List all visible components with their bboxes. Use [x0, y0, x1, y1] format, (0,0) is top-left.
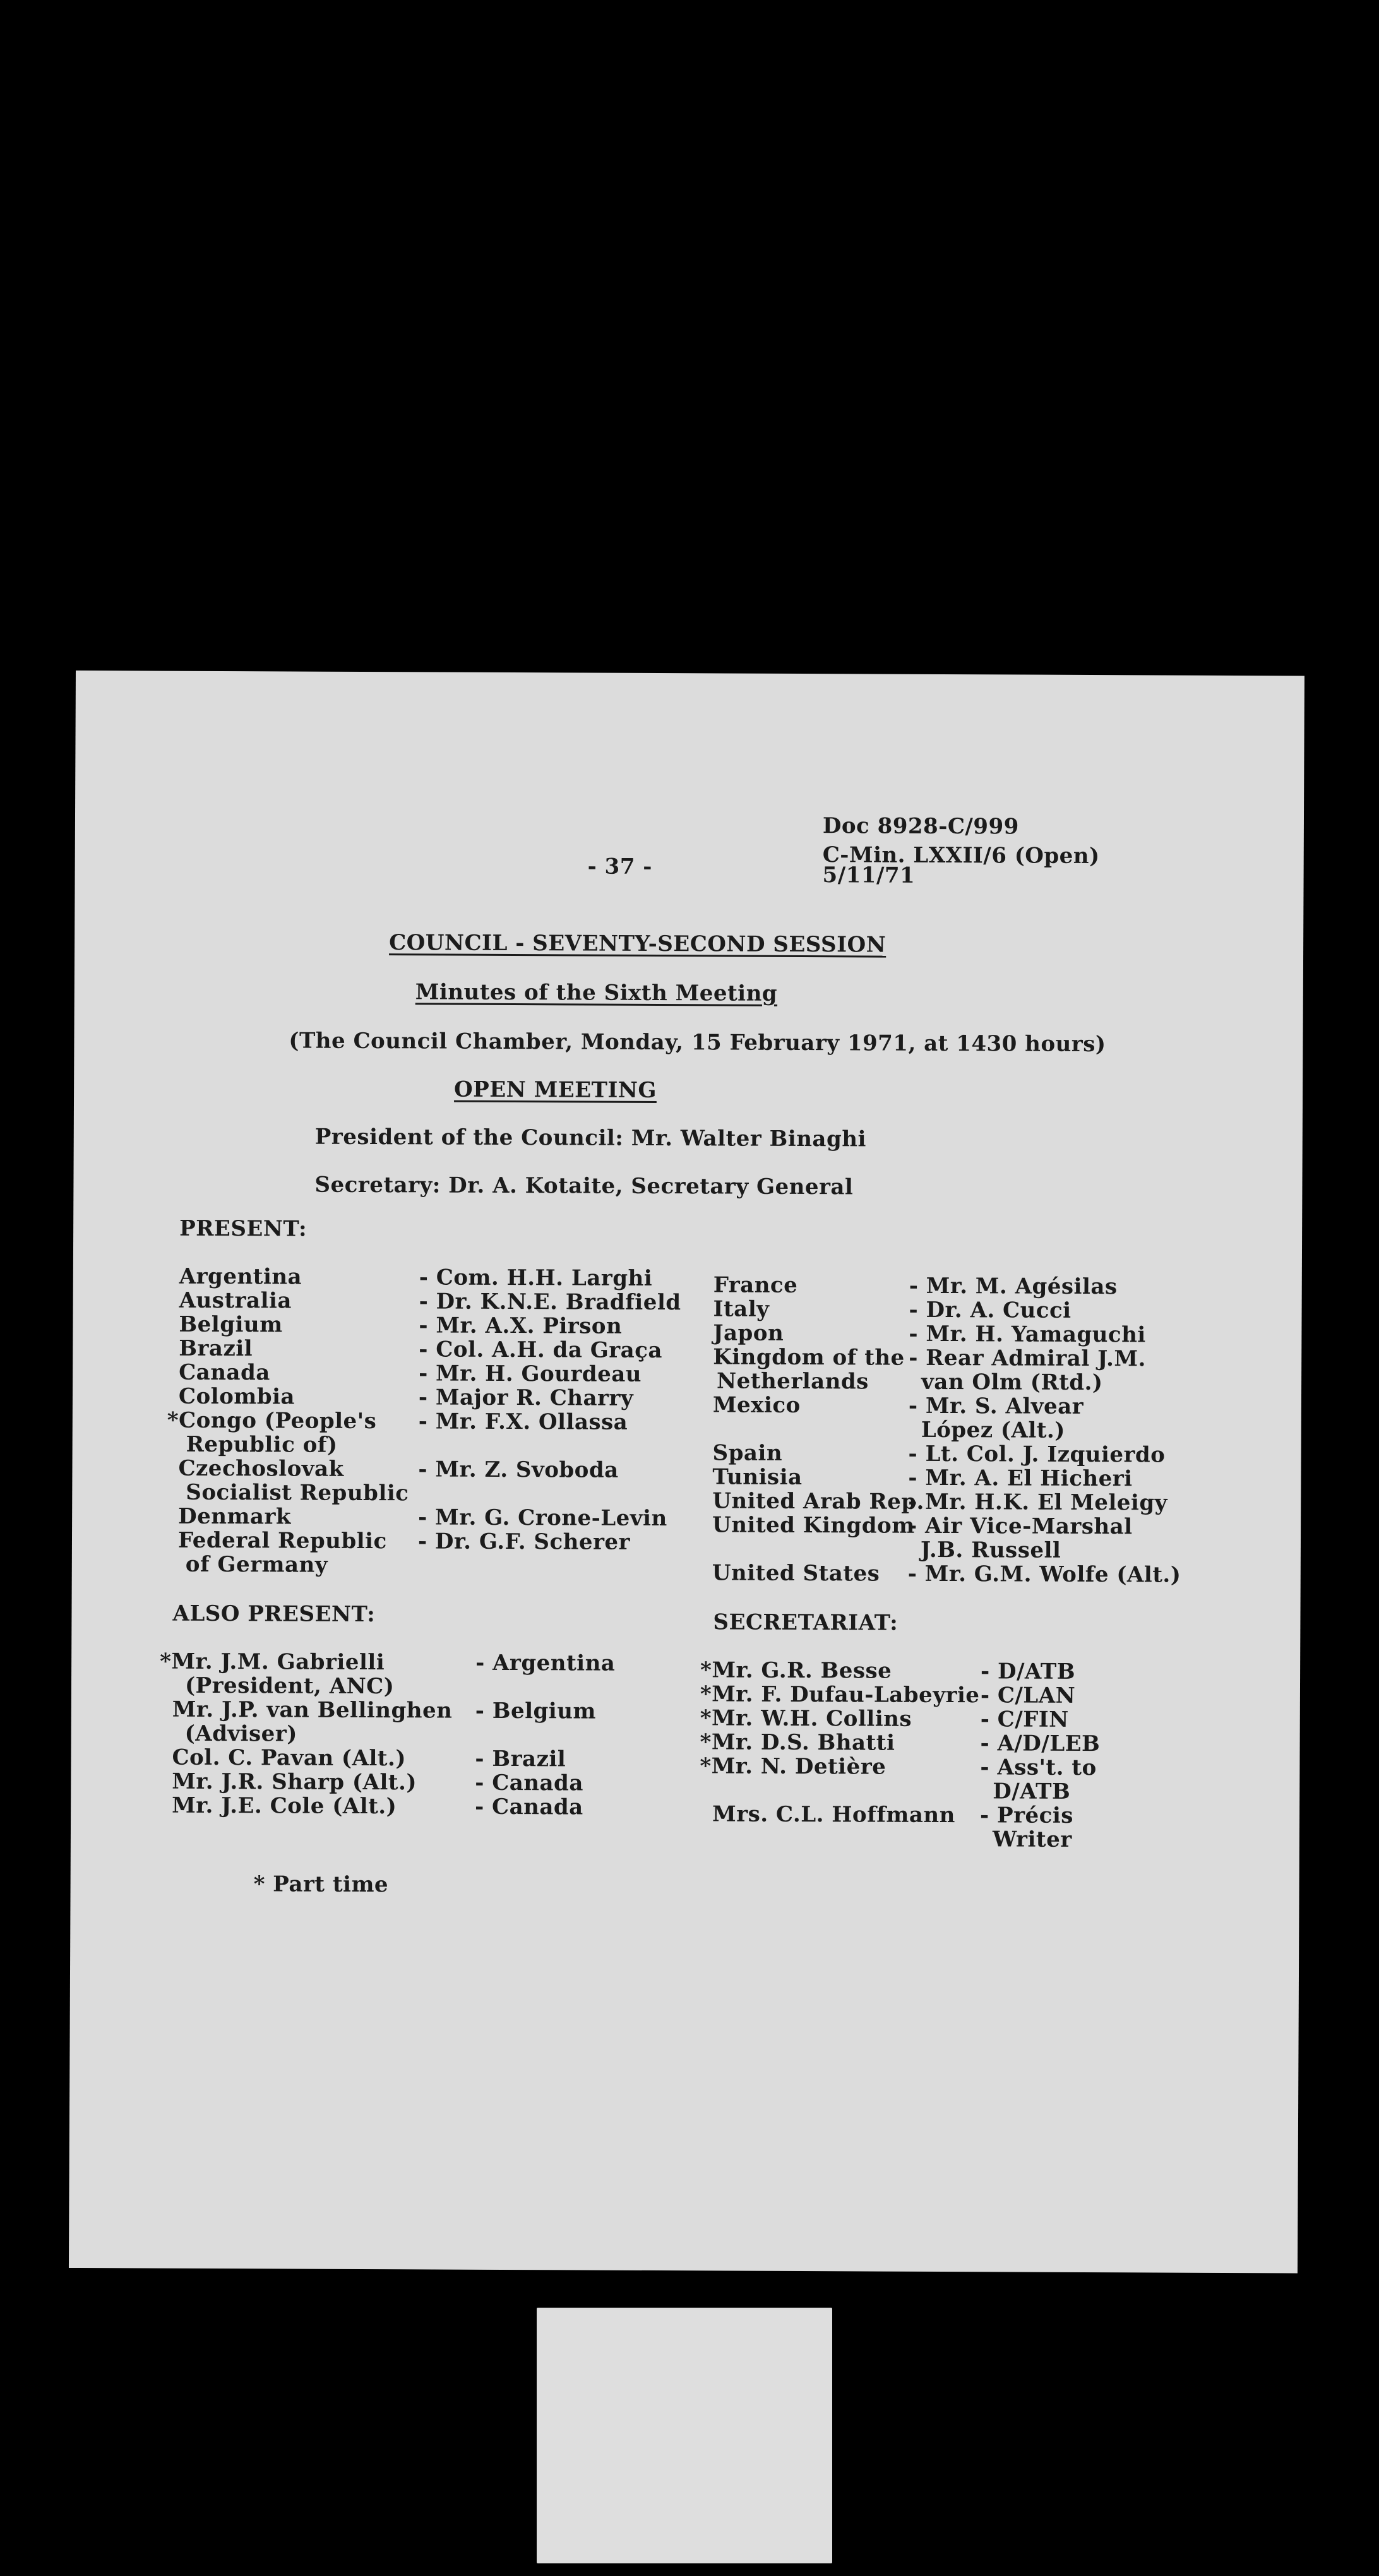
- staff-name: *Mr. D.S. Bhatti: [700, 1729, 895, 1756]
- representative-name: - Mr. A.X. Pirson: [419, 1313, 623, 1339]
- staff-post: - C/FIN: [980, 1707, 1069, 1732]
- also-present-heading: ALSO PRESENT:: [172, 1601, 376, 1628]
- date-reference: 5/11/71: [822, 862, 916, 888]
- country-name: United States: [712, 1560, 880, 1587]
- open-meeting-title: OPEN MEETING: [454, 1076, 657, 1104]
- country-name: France: [713, 1272, 798, 1298]
- representative-name: - Rear Admiral J.M.: [909, 1345, 1146, 1372]
- representative-name: - Col. A.H. da Graça: [419, 1337, 663, 1364]
- country-name: Federal Republic: [177, 1527, 387, 1554]
- country-name: Japon: [713, 1320, 784, 1346]
- country-name: United Kingdom: [712, 1512, 915, 1539]
- country-name: Canada: [179, 1359, 270, 1386]
- representative-name: - Dr. G.F. Scherer: [417, 1529, 631, 1555]
- representative-name: - Mr. M. Agésilas: [909, 1273, 1118, 1300]
- attendee-name: Col. C. Pavan (Alt.): [172, 1744, 407, 1772]
- representative-name: - Mr. H. Yamaguchi: [909, 1321, 1146, 1348]
- representative-name: - Dr. A. Cucci: [909, 1297, 1072, 1323]
- representative-name: - Mr. H. Gourdeau: [419, 1361, 642, 1387]
- country-name-continued: Socialist Republic: [186, 1479, 409, 1506]
- representative-name: - Mr. G. Crone-Levin: [418, 1505, 667, 1532]
- attendee-name-continued: (President, ANC): [184, 1673, 395, 1700]
- attendee-name: Mr. J.P. van Bellinghen: [172, 1696, 453, 1724]
- staff-post: - Ass't. to: [980, 1755, 1097, 1781]
- minutes-reference: C-Min. LXXII/6 (Open): [822, 842, 1100, 869]
- doc-reference: Doc 8928-C/999: [822, 813, 1019, 840]
- representative-name: - Mr. F.X. Ollassa: [418, 1409, 628, 1435]
- country-name: Italy: [713, 1296, 770, 1322]
- president-line: President of the Council: Mr. Walter Binaghi: [314, 1124, 867, 1152]
- session-title: COUNCIL - SEVENTY-SECOND SESSION: [389, 930, 886, 958]
- country-name: Argentina: [179, 1263, 302, 1290]
- attendee-country: - Canada: [475, 1794, 583, 1820]
- representative-name: - Mr. H.K. El Meleigy: [908, 1489, 1168, 1516]
- page-number: - 37 -: [587, 854, 652, 880]
- representative-name: - Air Vice-Marshal: [908, 1513, 1133, 1540]
- country-name: Czechoslovak: [178, 1455, 344, 1482]
- representative-name: - Dr. K.N.E. Bradfield: [419, 1289, 681, 1316]
- representative-name: - Mr. A. El Hicheri: [908, 1465, 1133, 1492]
- country-name: United Arab Rep.: [712, 1488, 925, 1515]
- attendee-name: *Mr. J.M. Gabrielli: [160, 1649, 385, 1676]
- staff-post: - D/ATB: [981, 1659, 1076, 1685]
- representative-name-continued: van Olm (Rtd.): [921, 1369, 1103, 1396]
- attendee-country: - Belgium: [475, 1698, 597, 1724]
- staff-name: *Mr. N. Detière: [700, 1753, 886, 1780]
- representative-name-continued: López (Alt.): [921, 1417, 1066, 1443]
- meeting-title: Minutes of the Sixth Meeting: [415, 979, 778, 1006]
- country-name: Colombia: [178, 1383, 296, 1410]
- country-name: *Congo (People's: [167, 1407, 377, 1434]
- representative-name: - Major R. Charry: [418, 1385, 634, 1411]
- country-name-continued: Netherlands: [717, 1368, 869, 1395]
- country-name: Tunisia: [712, 1464, 803, 1491]
- country-name-continued: of Germany: [185, 1551, 328, 1578]
- attendee-name: Mr. J.R. Sharp (Alt.): [172, 1768, 417, 1796]
- representative-name: - Mr. S. Alvear: [908, 1393, 1084, 1419]
- secretariat-heading: SECRETARIAT:: [713, 1609, 898, 1636]
- document-page: [69, 671, 1304, 2273]
- footnote: * Part time: [253, 1871, 389, 1898]
- country-name-continued: Republic of): [186, 1431, 338, 1458]
- country-name: Denmark: [178, 1503, 292, 1530]
- representative-name-continued: J.B. Russell: [920, 1537, 1061, 1563]
- staff-post: - A/D/LEB: [980, 1731, 1101, 1757]
- staff-post: - Précis: [980, 1803, 1074, 1828]
- country-name: Mexico: [712, 1392, 801, 1419]
- staff-name: *Mr. W.H. Collins: [700, 1705, 912, 1732]
- staff-name: Mrs. C.L. Hoffmann: [712, 1801, 955, 1828]
- present-heading: PRESENT:: [179, 1215, 307, 1242]
- next-page-stub: [537, 2308, 832, 2563]
- country-name: Belgium: [179, 1311, 283, 1338]
- staff-post-continued: Writer: [992, 1827, 1072, 1852]
- country-name: Australia: [179, 1287, 292, 1314]
- meeting-location: (The Council Chamber, Monday, 15 February 1971, at 1430 hours): [289, 1028, 1106, 1058]
- country-name: Kingdom of the: [713, 1344, 905, 1371]
- representative-name: - Mr. Z. Svoboda: [418, 1457, 619, 1483]
- attendee-country: - Canada: [475, 1770, 583, 1796]
- attendee-country: - Brazil: [475, 1746, 566, 1772]
- country-name: Spain: [712, 1440, 783, 1466]
- representative-name: - Com. H.H. Larghi: [419, 1265, 653, 1291]
- attendee-name: Mr. J.E. Cole (Alt.): [172, 1792, 397, 1820]
- attendee-country: - Argentina: [475, 1650, 616, 1676]
- staff-name: *Mr. F. Dufau-Labeyrie: [700, 1681, 980, 1708]
- representative-name: - Mr. G.M. Wolfe (Alt.): [907, 1561, 1181, 1588]
- staff-name: *Mr. G.R. Besse: [700, 1657, 892, 1684]
- attendee-name-continued: (Adviser): [184, 1720, 297, 1747]
- country-name: Brazil: [179, 1335, 253, 1362]
- staff-post-continued: D/ATB: [993, 1779, 1071, 1804]
- staff-post: - C/LAN: [980, 1683, 1076, 1708]
- representative-name: - Lt. Col. J. Izquierdo: [908, 1441, 1166, 1468]
- secretary-line: Secretary: Dr. A. Kotaite, Secretary General: [314, 1172, 854, 1200]
